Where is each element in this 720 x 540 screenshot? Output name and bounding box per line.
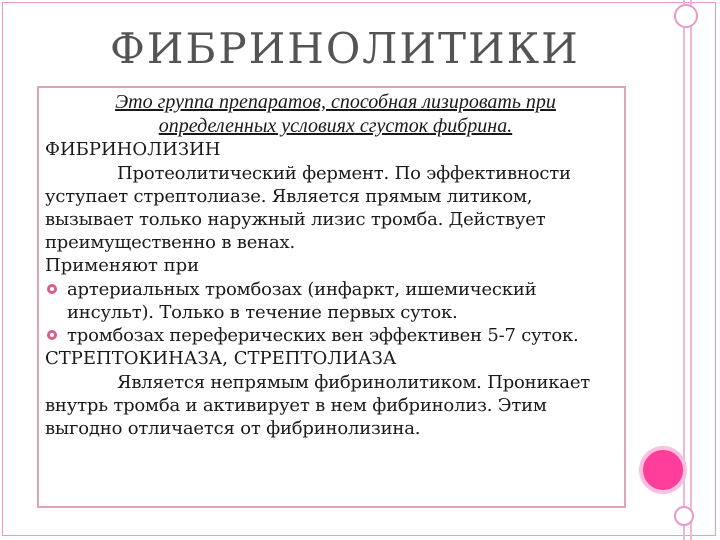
slide-title: ФИБРИНОЛИТИКИ <box>110 24 580 73</box>
list-item <box>45 278 618 324</box>
list-item-text: артериальных тромбозах (инфаркт, ишемический инсульт). Только в течение первых суток. <box>67 279 537 323</box>
decorative-pink-circle-icon <box>639 446 687 494</box>
section-text-fibrinolysin <box>45 162 618 254</box>
section-heading-streptokinase: СТРЕПТОКИНАЗА, СТРЕПТОЛИАЗА <box>45 348 397 369</box>
circle-bullet-icon <box>47 284 57 294</box>
content-box <box>37 86 626 508</box>
section-text-body: Является непрямым фибринолитиком. Проникает внутрь тромба и активирует в нем фибринолиз. Этим выгодно отличается от фибринолизина. <box>45 372 591 439</box>
apply-label: Применяют при <box>45 255 200 276</box>
section-heading-fibrinolysin: ФИБРИНОЛИЗИН <box>45 139 221 160</box>
decorative-line <box>690 0 692 540</box>
section-text-body: Протеолитический фермент. По эффективности уступает стрептолиазе. Является прямым литиком, вызывает только наружный лизис тромба. Действует преимущественно в венах. <box>45 163 571 253</box>
circle-bullet-icon <box>47 330 57 340</box>
section-text-streptokinase <box>45 371 618 440</box>
list-item <box>45 324 618 347</box>
intro-text: Это группа препаратов, способная лизировать при определенных условиях сгусток фибрина. <box>115 91 556 137</box>
decorative-circle-icon <box>674 4 698 28</box>
list-item-text: тромбозах переферических вен эффективен 5-7 суток. <box>67 325 579 346</box>
decorative-circle-icon <box>674 506 694 526</box>
